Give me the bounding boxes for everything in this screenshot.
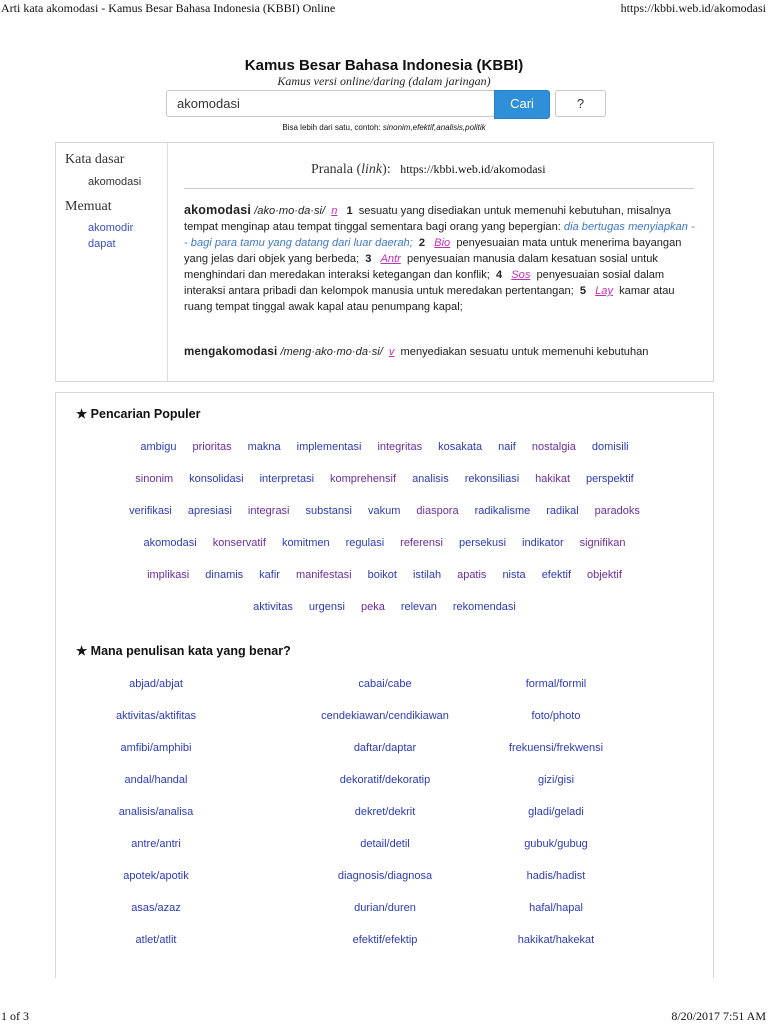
popular-link[interactable]: komprehensif — [330, 473, 397, 485]
search-hint — [0, 123, 768, 132]
popular-link[interactable]: perspektif — [586, 473, 634, 485]
popular-link[interactable]: konsolidasi — [189, 473, 244, 485]
popular-link[interactable]: domisili — [591, 441, 629, 453]
search-hint-prefix: Bisa lebih dari satu, contoh: — [282, 123, 381, 132]
popular-link[interactable]: konservatif — [212, 537, 266, 549]
sense-number: 4 — [496, 269, 503, 281]
popular-panel — [55, 392, 714, 978]
sense-text: penyesuaian mata untuk menerima bayangan yang jelas dari objek yang berbeda; — [184, 237, 682, 265]
popular-link[interactable]: signifikan — [579, 537, 626, 549]
correct-item[interactable]: hafal/hapal — [529, 902, 583, 914]
popular-row — [56, 600, 713, 614]
popular-link[interactable]: indikator — [522, 537, 564, 549]
popular-link[interactable]: vakum — [367, 505, 401, 517]
correct-item[interactable]: analisis/analisa — [118, 806, 194, 818]
correct-item[interactable]: frekuensi/frekwensi — [508, 742, 604, 754]
sense-number: 5 — [579, 285, 587, 297]
pranala-label-link: link — [361, 162, 383, 177]
definition-entry — [184, 202, 696, 315]
correct-item[interactable]: durian/duren — [354, 902, 416, 914]
sub-pronunciation: /meng·ako·mo·da·si/ — [280, 346, 383, 358]
popular-link[interactable]: sinonim — [135, 473, 174, 485]
popular-title: ★ Pencarian Populer — [76, 407, 201, 421]
popular-link[interactable]: aktivitas — [253, 601, 293, 613]
sense-text: sesuatu yang disediakan untuk memenuhi kebutuhan, misalnya tempat menginap atau tempat tinggal sementara bagi orang yang bepergian: — [184, 205, 671, 233]
correct-item[interactable]: gubuk/gubug — [524, 838, 588, 850]
sense-number: 2 — [418, 237, 426, 249]
correct-item[interactable]: andal/handal — [124, 774, 188, 786]
popular-link[interactable]: hakikat — [535, 473, 571, 485]
popular-row — [56, 440, 713, 454]
correct-item[interactable]: formal/formil — [525, 678, 587, 690]
sub-headword: mengakomodasi — [184, 346, 278, 358]
domain-tag[interactable]: Antr — [380, 253, 401, 265]
kata-dasar-heading: Kata dasar — [65, 152, 125, 167]
correct-item[interactable]: daftar/daptar — [353, 742, 417, 754]
correct-item[interactable]: efektif/efektip — [352, 934, 418, 946]
domain-tag[interactable]: Sos — [511, 269, 531, 281]
popular-link[interactable]: persekusi — [458, 537, 507, 549]
popular-link[interactable]: komitmen — [281, 537, 330, 549]
divider — [184, 188, 694, 189]
headword: akomodasi — [184, 203, 252, 217]
sub-word-class-tag[interactable]: v — [388, 346, 395, 358]
popular-link[interactable]: nista — [502, 569, 526, 581]
correct-item[interactable]: gizi/gisi — [537, 774, 575, 786]
print-page-count: 1 of 3 — [1, 1009, 29, 1023]
correct-item[interactable]: detail/detil — [360, 838, 410, 850]
popular-link[interactable]: prioritas — [192, 441, 232, 453]
correct-item[interactable]: foto/photo — [531, 710, 581, 722]
correct-column-1 — [56, 677, 256, 965]
correct-item[interactable]: dekret/dekrit — [354, 806, 416, 818]
sense-text: penyesuaian manusia dalam kesatuan sosial untuk menghindari dan meredakan interaksi ketegangan dan konflik; — [184, 253, 658, 281]
correct-item[interactable]: cabai/cabe — [358, 678, 412, 690]
sense-number: 1 — [346, 205, 353, 217]
popular-row — [56, 504, 713, 518]
popular-link[interactable]: dinamis — [205, 569, 244, 581]
sub-entry — [184, 346, 704, 358]
correct-column-3 — [456, 677, 656, 965]
sidebar — [56, 143, 168, 381]
sense-example: dia bertugas menyiapkan -- bagi para tamu yang datang dari luar daerah; — [184, 221, 695, 249]
search-input[interactable] — [166, 90, 495, 117]
correct-item[interactable]: atlet/atlit — [135, 934, 177, 946]
memuat-heading: Memuat — [65, 199, 112, 214]
correct-item[interactable]: hakikat/hakekat — [517, 934, 595, 946]
popular-link[interactable]: regulasi — [345, 537, 385, 549]
popular-link[interactable]: akomodasi — [143, 537, 197, 549]
correct-item[interactable]: hadis/hadist — [526, 870, 586, 882]
print-footer — [0, 1008, 768, 1024]
popular-link[interactable]: objektif — [587, 569, 622, 581]
popular-link[interactable]: urgensi — [308, 601, 345, 613]
popular-link[interactable]: apresiasi — [187, 505, 232, 517]
pronunciation: /ako·mo·da·si/ — [254, 205, 326, 217]
popular-link[interactable]: integritas — [377, 441, 423, 453]
popular-link[interactable]: kafir — [259, 569, 280, 581]
help-button[interactable]: ? — [555, 90, 606, 117]
popular-link[interactable]: radikal — [546, 505, 579, 517]
popular-link[interactable]: manifestasi — [295, 569, 352, 581]
domain-tag[interactable]: Lay — [595, 285, 614, 297]
correct-title: ★ Mana penulisan kata yang benar? — [76, 644, 291, 658]
kata-dasar-value: akomodasi — [88, 176, 142, 188]
popular-link[interactable]: efektif — [541, 569, 572, 581]
popular-link[interactable]: nostalgia — [531, 441, 576, 453]
site-title: Kamus Besar Bahasa Indonesia (KBBI) — [244, 57, 524, 74]
correct-item[interactable]: gladi/geladi — [528, 806, 584, 818]
memuat-link[interactable]: akomodir — [88, 222, 134, 234]
correct-item[interactable]: asas/azaz — [131, 902, 181, 914]
pranala-label-b: ): — [382, 162, 391, 177]
popular-link[interactable]: boikot — [367, 569, 397, 581]
correct-item[interactable]: cendekiawan/cendikiawan — [321, 710, 449, 722]
correct-item[interactable]: diagnosis/diagnosa — [337, 870, 433, 882]
correct-item[interactable]: apotek/apotik — [123, 870, 189, 882]
search-button[interactable]: Cari — [494, 90, 550, 119]
correct-item[interactable]: aktivitas/aktifitas — [115, 710, 197, 722]
print-header — [0, 0, 768, 16]
search-bar — [166, 90, 606, 117]
pranala — [311, 162, 546, 178]
popular-link[interactable]: interpretasi — [259, 473, 315, 485]
word-class-tag[interactable]: n — [331, 205, 338, 217]
popular-link[interactable]: naif — [498, 441, 516, 453]
popular-link[interactable]: kosakata — [438, 441, 483, 453]
popular-link[interactable]: implementasi — [296, 441, 362, 453]
definition-panel — [55, 142, 714, 382]
sense-text: penyesuaian sosial dalam interaksi antara pribadi dan kelompok manusia untuk meredakan pertentangan; — [184, 269, 665, 297]
search-hint-example: sinonim,efektif,analisis,politik — [382, 123, 486, 132]
site-subtitle: Kamus versi online/daring (dalam jaringan) — [277, 74, 491, 88]
popular-link[interactable]: rekonsiliasi — [464, 473, 520, 485]
popular-link[interactable]: referensi — [400, 537, 443, 549]
print-datetime: 8/20/2017 7:51 AM — [671, 1009, 766, 1023]
correct-item[interactable]: amfibi/amphibi — [120, 742, 192, 754]
popular-row — [56, 568, 713, 582]
popular-link[interactable]: peka — [360, 601, 385, 613]
pranala-url[interactable]: https://kbbi.web.id/akomodasi — [400, 162, 546, 176]
popular-link[interactable]: diaspora — [416, 505, 459, 517]
pranala-label-a: Pranala ( — [311, 162, 362, 177]
correct-column-2 — [285, 677, 485, 965]
popular-link[interactable]: istilah — [412, 569, 442, 581]
popular-link[interactable]: radikalisme — [474, 505, 531, 517]
popular-link[interactable]: analisis — [412, 473, 449, 485]
popular-link[interactable]: apatis — [457, 569, 487, 581]
sub-sense-text: menyediakan sesuatu untuk memenuhi kebutuhan — [400, 346, 649, 358]
popular-link[interactable]: implikasi — [147, 569, 190, 581]
popular-link[interactable]: rekomendasi — [452, 601, 516, 613]
popular-link[interactable]: integrasi — [247, 505, 290, 517]
correct-item[interactable]: antre/antri — [131, 838, 181, 850]
sense-text: kamar atau ruang tempat tinggal awak kapal atau penumpang kapal; — [184, 285, 675, 313]
popular-row — [56, 472, 713, 486]
correct-item[interactable]: abjad/abjat — [129, 678, 183, 690]
popular-link[interactable]: substansi — [305, 505, 352, 517]
popular-link[interactable]: paradoks — [594, 505, 640, 517]
correct-item[interactable]: dekoratif/dekoratip — [339, 774, 431, 786]
sense-number: 3 — [365, 253, 372, 265]
print-page-title: Arti kata akomodasi - Kamus Besar Bahasa Indonesia (KBBI) Online — [1, 1, 336, 15]
memuat-link[interactable]: dapat — [88, 238, 116, 250]
popular-link[interactable]: relevan — [400, 601, 437, 613]
popular-link[interactable]: verifikasi — [129, 505, 172, 517]
popular-link[interactable]: makna — [247, 441, 281, 453]
domain-tag[interactable]: Bio — [434, 237, 451, 249]
print-page-url: https://kbbi.web.id/akomodasi — [620, 1, 766, 15]
popular-row — [56, 536, 713, 550]
popular-link[interactable]: ambigu — [140, 441, 177, 453]
